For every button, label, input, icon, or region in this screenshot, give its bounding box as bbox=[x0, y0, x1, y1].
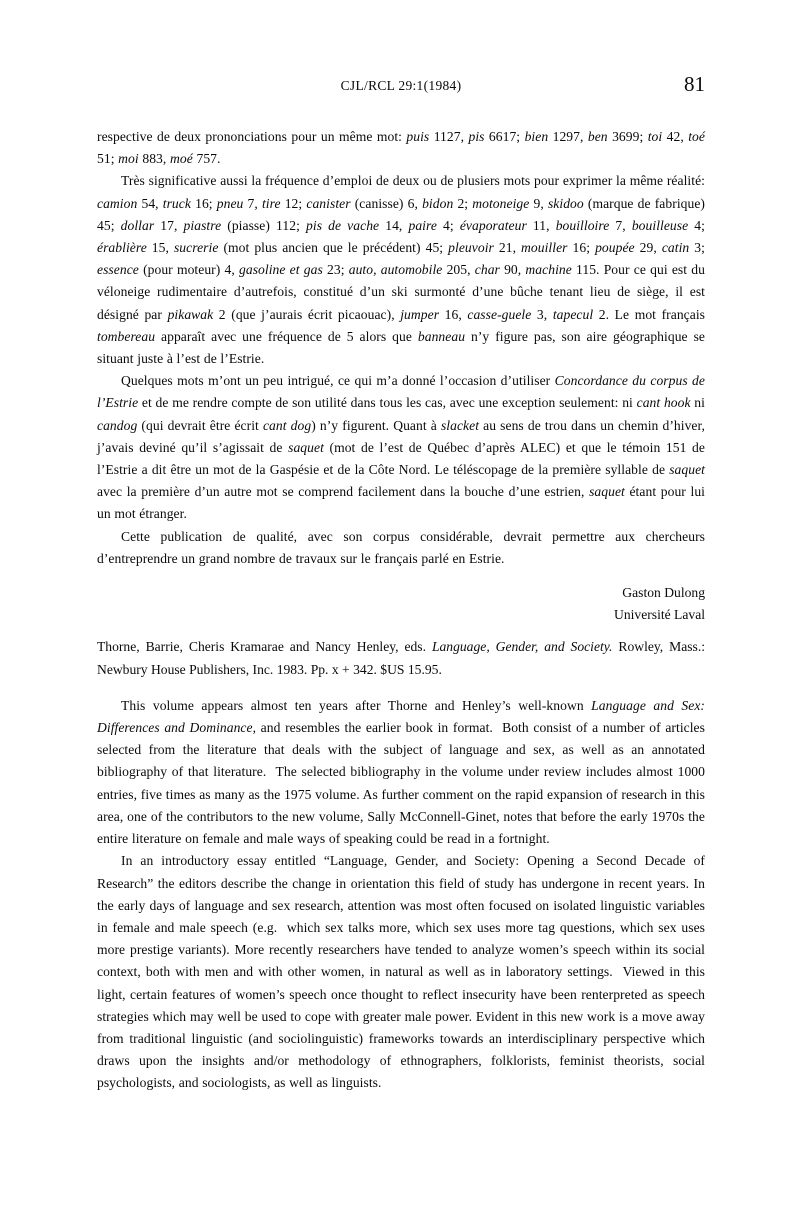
paragraph-p3: Quelques mots m’ont un peu intrigué, ce qui m’a donné l’occasion d’utiliser Concordance du corpus de l’Estrie et de me rendre compte de son utilité dans tous les cas, avec une exception seulement: ni cant hook ni candog (qui devrait être écrit cant dog) n’y figurent. Quant à slacket au sens de trou dans un chemin d’hiver, j’avais deviné qu’il s’agissait de saquet (mot de l’est de Québec d’après ALEC) et que le témoin 151 de l’Estrie a dit être un mot de la Gaspésie et de la Côte Nord. Le téléscopage de la première syllable de saquet avec la première d’un autre mot se comprend facilement dans la bouche d’une estrien, saquet étant pour lui un mot étranger. bbox=[97, 373, 705, 522]
italic-term: pleuvoir bbox=[448, 240, 494, 256]
italic-term: poupée bbox=[595, 240, 635, 256]
page-number: 81 bbox=[684, 72, 705, 96]
italic-term: bien bbox=[524, 129, 549, 144]
italic-term: banneau bbox=[417, 328, 466, 344]
paragraph-p4: Cette publication de qualité, avec son corpus considérable, devrait permettre aux chercheurs d’entreprendre un grand nombre de travaux sur le français parlé en Estrie. bbox=[97, 528, 705, 566]
italic-term: saquet bbox=[288, 439, 324, 455]
italic-term: puis bbox=[406, 129, 430, 144]
italic-term: pis bbox=[468, 129, 485, 144]
italic-term: piastre bbox=[183, 217, 222, 233]
italic-term: truck bbox=[162, 195, 191, 211]
spacer bbox=[97, 626, 705, 636]
running-head bbox=[97, 72, 705, 108]
italic-term: jumper bbox=[400, 306, 440, 322]
italic-term: moé bbox=[170, 151, 193, 167]
italic-term: saquet bbox=[669, 462, 705, 478]
italic-term: bouilleuse bbox=[631, 217, 689, 233]
paragraph-p2: Très significative aussi la fréquence d’emploi de deux ou de plusiers mots pour exprimer la même réalité: camion 54, truck 16; pneu 7, tire 12; canister (canisse) 6, bidon 2; motoneige 9, skidoo (marque de fabrique) 45; dollar 17, piastre (piasse) 112; pis de vache 14, paire 4; évaporateur 11, bouilloire 7, bouilleuse 4; érablière 15, sucrerie (mot plus ancien que le précédent) 45; pleuvoir 21, mouiller 16; poupée 29, catin 3; essence (pour moteur) 4, gasoline et gas 23; auto, automobile 205, char 90, machine 115. Pour ce qui est du véloneige rudimentaire d’autrefois, constitué d’un ski surmonté d’une bûche tenant lieu de siège, il est désigné par pikawak 2 (que j’aurais écrit picaouac), jumper 16, casse-guele 3, tapecul 2. Le mot français tombereau apparaît avec une fréquence de 5 alors que banneau n’y figure pas, son aire géographique se situant juste à l’est de l’Estrie. bbox=[97, 173, 706, 367]
book-reference bbox=[97, 636, 705, 680]
italic-term: tire bbox=[261, 195, 281, 211]
italic-term: cant hook bbox=[636, 395, 691, 411]
italic-term: bidon bbox=[422, 195, 454, 211]
italic-term: bouilloire bbox=[555, 217, 610, 233]
review-signature bbox=[97, 582, 705, 626]
italic-term: sucrerie bbox=[173, 240, 219, 256]
italic-term: casse-guele bbox=[467, 306, 532, 322]
italic-term: saquet bbox=[589, 484, 625, 500]
italic-term: char bbox=[474, 262, 500, 278]
italic-term: canister bbox=[306, 195, 351, 211]
italic-term: essence bbox=[97, 262, 139, 278]
italic-term: slacket bbox=[440, 417, 480, 433]
italic-term: pis de vache bbox=[306, 217, 380, 233]
reference-title: Language, Gender, and Society. bbox=[431, 639, 613, 655]
signature-author: Gaston Dulong bbox=[622, 585, 705, 601]
italic-term: Concordance du corpus de l’Estrie bbox=[97, 373, 705, 411]
italic-term: érablière bbox=[97, 240, 147, 256]
italic-term: évaporateur bbox=[459, 217, 527, 233]
italic-term: Language and Sex: Differences and Dominance bbox=[97, 697, 706, 736]
signature-affiliation: Université Laval bbox=[614, 607, 705, 623]
italic-term: candog bbox=[97, 417, 138, 433]
italic-term: gasoline et gas bbox=[239, 262, 323, 278]
paragraph-p1: respective de deux prononciations pour un même mot: puis 1127, pis 6617; bien 1297, ben 3699; toi 42, toé 51; moi 883, moé 757. bbox=[97, 129, 705, 167]
italic-term: toé bbox=[688, 129, 705, 144]
italic-term: toi bbox=[647, 129, 663, 144]
italic-term: paire bbox=[408, 217, 437, 233]
paragraph-r1: This volume appears almost ten years after Thorne and Henley’s well-known Language and Sex: Differences and Dominance, and resembles the earlier book in format. Both consist of a number of articles selected from the literature that deals with the subject of language and sex, as well as an annotated bibliography of that literature. The selected bibliography in the volume under review includes almost 1000 entries, five times as many as the 1975 volume. As further comment on the rapid expansion of research in this area, one of the contributors to the new volume, Sally McConnell-Ginet, notes that before the early 1970s the entire literature on female and male ways of speaking could be read in a fortnight. bbox=[97, 697, 706, 847]
italic-term: tapecul bbox=[552, 306, 594, 322]
italic-term: moi bbox=[118, 151, 139, 167]
spacer bbox=[97, 681, 705, 695]
reference-authors: Thorne, Barrie, Cheris Kramarae and Nancy Henley, eds. bbox=[97, 639, 432, 655]
italic-term: pikawak bbox=[167, 306, 214, 322]
reference-imprint: Rowley, Mass.: Newbury House Publishers, Inc. 1983. Pp. x + 342. $US 15.95. bbox=[97, 639, 706, 677]
italic-term: auto, automobile bbox=[348, 262, 443, 278]
italic-term: motoneige bbox=[472, 195, 530, 211]
italic-term: tombereau bbox=[97, 328, 156, 344]
journal-running-title: CJL/RCL 29:1(1984) bbox=[340, 78, 462, 93]
italic-term: pneu bbox=[216, 195, 244, 211]
italic-term: dollar bbox=[120, 217, 155, 233]
italic-term: skidoo bbox=[547, 195, 584, 211]
page-content bbox=[97, 72, 706, 1095]
italic-term: camion bbox=[97, 195, 138, 211]
italic-term: machine bbox=[525, 262, 572, 278]
italic-term: mouiller bbox=[521, 240, 568, 256]
italic-term: catin bbox=[661, 240, 690, 256]
italic-term: ben bbox=[587, 129, 608, 144]
italic-term: cant dog bbox=[262, 417, 312, 433]
paragraph-r2: In an introductory essay entitled “Language, Gender, and Society: Opening a Second Decade of Research” the editors describe the change in orientation this field of study has undergone in recent years. In the early days of language and sex research, attention was most often focused on isolated linguistic variables in female and male speech (e.g. which sex talks more, which sex uses more tag questions, which sex uses more prestige variants). More recently researchers have tended to analyze women’s speech within its social context, both with men and with other women, in natural as well as in laboratory settings. Viewed in this light, certain features of women’s speech once thought to reflect insecurity have been renterpreted as speech strategies which may well be used to cope with greater male power. Evident in this new work is a move away from traditional linguistic (and sociolinguistic) frameworks towards an interdisciplinary perspective which draws upon the insights and/or methodology of ethnographers, folklorists, feminist theorists, social psychologists, and sociologists, as well as linguists. bbox=[97, 853, 705, 1091]
